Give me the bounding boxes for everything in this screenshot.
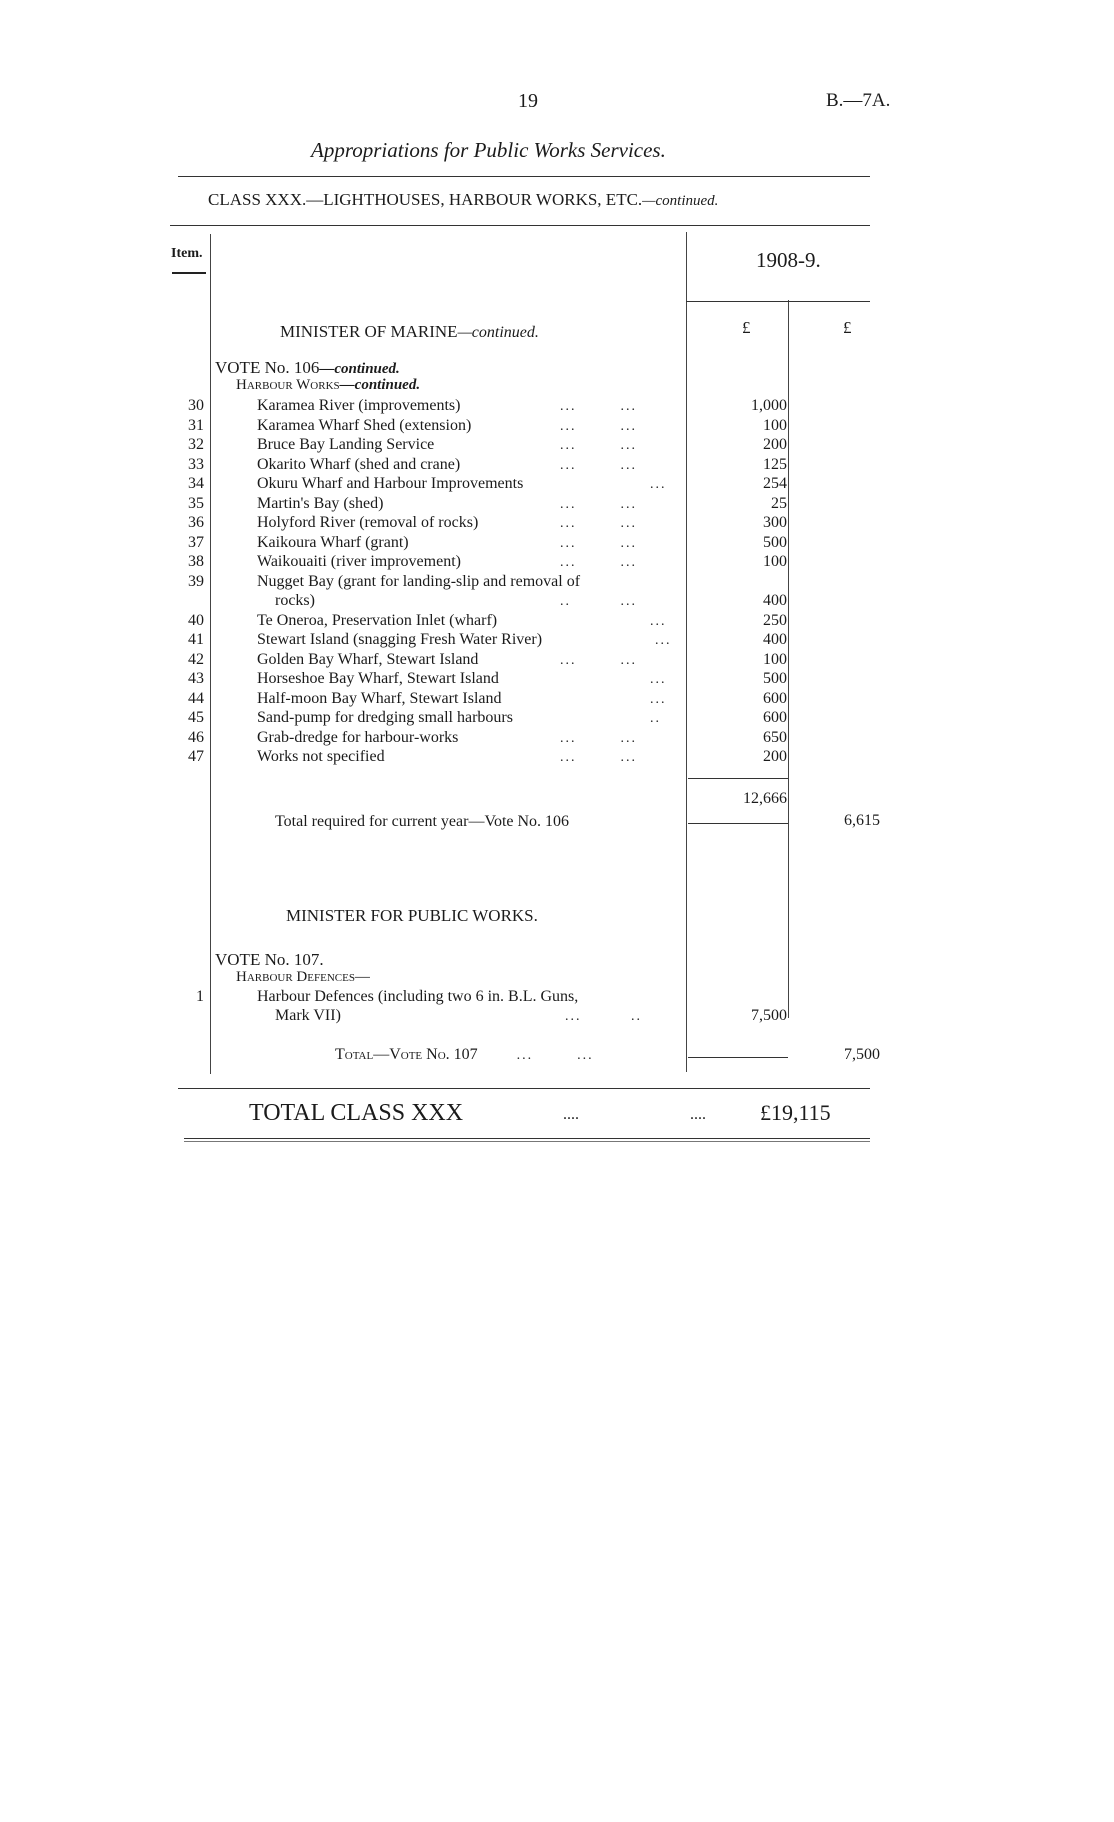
leader-dots: ... ...	[516, 1048, 594, 1063]
item-number: 46	[188, 729, 204, 746]
minister-for-public-works-heading: MINISTER FOR PUBLIC WORKS.	[286, 906, 538, 925]
page-number: 19	[518, 90, 538, 112]
vote-107-total-amount: 7,500	[844, 1046, 880, 1063]
item-description: Te Oneroa, Preservation Inlet (wharf)	[257, 612, 498, 629]
vote-107-total-label	[335, 1046, 594, 1064]
leader-dots: ... ...	[560, 419, 637, 434]
rule-under-class	[170, 225, 870, 226]
item-amount: 300	[763, 514, 787, 531]
item-number: 44	[188, 690, 204, 707]
item-header-underline	[172, 272, 206, 274]
section-minister-of-marine	[280, 322, 539, 342]
leader-dots: ...	[650, 672, 667, 687]
rule-below-class-total	[184, 1138, 870, 1139]
class-total-dots-2: ....	[690, 1106, 706, 1123]
item-description: Harbour Defences (including two 6 in. B.L. Guns,	[257, 988, 579, 1005]
item-amount: 100	[763, 651, 787, 668]
item-description: Works not specified	[257, 748, 385, 765]
harbour-works-continued: —continued.	[339, 377, 421, 393]
leader-dots: ... ...	[560, 555, 637, 570]
item-amount: 600	[763, 690, 787, 707]
item-amount: 400	[763, 592, 787, 609]
minister-of-marine-continued: —continued.	[457, 324, 539, 341]
leader-dots: ...	[650, 692, 667, 707]
item-amount: 25	[771, 495, 787, 512]
item-description: Holyford River (removal of rocks)	[257, 514, 479, 531]
item-description-continuation: rocks)	[275, 592, 315, 609]
rule-above-class-total	[178, 1088, 870, 1089]
item-number: 43	[188, 670, 204, 687]
item-amount: 125	[763, 456, 787, 473]
item-amount: 250	[763, 612, 787, 629]
leader-dots: ... ...	[560, 516, 637, 531]
item-number: 41	[188, 631, 204, 648]
vote-107-total-text: Total—Vote No. 107	[335, 1046, 478, 1063]
item-description: Martin's Bay (shed)	[257, 495, 384, 512]
item-number: 31	[188, 417, 204, 434]
vote-106-continued: —continued.	[319, 361, 400, 377]
item-description: Half-moon Bay Wharf, Stewart Island	[257, 690, 502, 707]
item-description: Karamea River (improvements)	[257, 397, 461, 414]
minister-of-marine-heading: MINISTER OF MARINE	[280, 322, 458, 341]
leader-dots: ... ...	[560, 458, 637, 473]
amount-column-divider	[788, 300, 789, 1018]
item-number: 35	[188, 495, 204, 512]
item-description: Stewart Island (snagging Fresh Water River)	[257, 631, 543, 648]
item-description: Okuru Wharf and Harbour Improvements	[257, 475, 524, 492]
leader-dots: ... ...	[560, 438, 637, 453]
leader-dots: ...	[650, 477, 667, 492]
item-description-continuation: Mark VII)	[275, 1007, 341, 1024]
item-description: Nugget Bay (grant for landing-slip and removal of	[257, 573, 581, 590]
vote-106-total-amount: 6,615	[844, 812, 880, 829]
vote-107-heading: VOTE No. 107.	[215, 950, 324, 969]
rule-below-class-total-2	[184, 1141, 870, 1142]
item-description: Golden Bay Wharf, Stewart Island	[257, 651, 479, 668]
leader-dots: ... ...	[560, 536, 637, 551]
leader-dots: ..	[650, 711, 661, 726]
total-rule	[688, 823, 788, 824]
vote-106-total-label: Total required for current year—Vote No. 106	[275, 813, 570, 830]
item-description: Bruce Bay Landing Service	[257, 436, 435, 453]
item-amount: 1,000	[751, 397, 787, 414]
item-amount: 200	[763, 748, 787, 765]
item-number: 34	[188, 475, 204, 492]
harbour-works-heading	[236, 377, 420, 394]
item-amount: 100	[763, 417, 787, 434]
leader-dots: ...	[655, 633, 672, 648]
item-number: 1	[196, 988, 204, 1005]
class-title	[208, 190, 718, 210]
vote-106-label: VOTE No. 106	[215, 358, 320, 377]
item-description: Okarito Wharf (shed and crane)	[257, 456, 461, 473]
column-header-pound-1: £	[742, 318, 751, 337]
leader-dots: .. ...	[560, 594, 637, 609]
item-description: Sand-pump for dredging small harbours	[257, 709, 513, 726]
item-description: Horseshoe Bay Wharf, Stewart Island	[257, 670, 499, 687]
leader-dots: ... ...	[560, 653, 637, 668]
class-title-continued: —continued.	[642, 193, 719, 209]
vote-106-subtotal: 12,666	[743, 790, 787, 807]
item-column-divider	[210, 234, 211, 1074]
vote-107-total-rule	[688, 1057, 788, 1058]
leader-dots: ... ...	[560, 731, 637, 746]
item-description: Grab-dredge for harbour-works	[257, 729, 459, 746]
class-total-label: TOTAL CLASS XXX	[249, 1100, 464, 1126]
item-amount: 254	[763, 475, 787, 492]
leader-dots: ... ...	[560, 750, 637, 765]
subtotal-rule	[688, 778, 788, 779]
item-number: 37	[188, 534, 204, 551]
item-amount: 500	[763, 534, 787, 551]
item-amount: 600	[763, 709, 787, 726]
leader-dots: ... ...	[560, 497, 637, 512]
item-amount: 500	[763, 670, 787, 687]
item-number: 45	[188, 709, 204, 726]
year-header-underline	[686, 301, 870, 302]
item-amount: 100	[763, 553, 787, 570]
item-number: 32	[188, 436, 204, 453]
item-amount: 200	[763, 436, 787, 453]
item-amount: 650	[763, 729, 787, 746]
item-description: Karamea Wharf Shed (extension)	[257, 417, 472, 434]
rule-top	[178, 176, 870, 177]
running-title: Appropriations for Public Works Services.	[311, 138, 666, 162]
item-number: 42	[188, 651, 204, 668]
harbour-defences-heading: Harbour Defences—	[236, 969, 370, 985]
column-header-year: 1908-9.	[756, 248, 821, 272]
description-column-divider	[686, 232, 687, 1072]
item-number: 36	[188, 514, 204, 531]
leader-dots: ... ..	[565, 1009, 642, 1024]
item-number: 33	[188, 456, 204, 473]
document-reference: B.—7A.	[826, 90, 891, 111]
harbour-works-label: Harbour Works	[236, 377, 340, 393]
item-amount: 7,500	[751, 1007, 787, 1024]
vote-106-heading	[215, 358, 400, 378]
column-header-item: Item.	[171, 246, 203, 261]
class-title-text: CLASS XXX.—LIGHTHOUSES, HARBOUR WORKS, ETC.	[208, 190, 643, 209]
item-description: Kaikoura Wharf (grant)	[257, 534, 409, 551]
leader-dots: ... ...	[560, 399, 637, 414]
item-number: 39	[188, 573, 204, 590]
class-total-dots-1: ....	[563, 1106, 579, 1123]
class-total-amount: £19,115	[760, 1100, 831, 1125]
item-description: Waikouaiti (river improvement)	[257, 553, 461, 570]
column-header-pound-2: £	[843, 318, 852, 337]
leader-dots: ...	[650, 614, 667, 629]
item-number: 40	[188, 612, 204, 629]
item-number: 47	[188, 748, 204, 765]
item-number: 30	[188, 397, 204, 414]
item-amount: 400	[763, 631, 787, 648]
item-number: 38	[188, 553, 204, 570]
